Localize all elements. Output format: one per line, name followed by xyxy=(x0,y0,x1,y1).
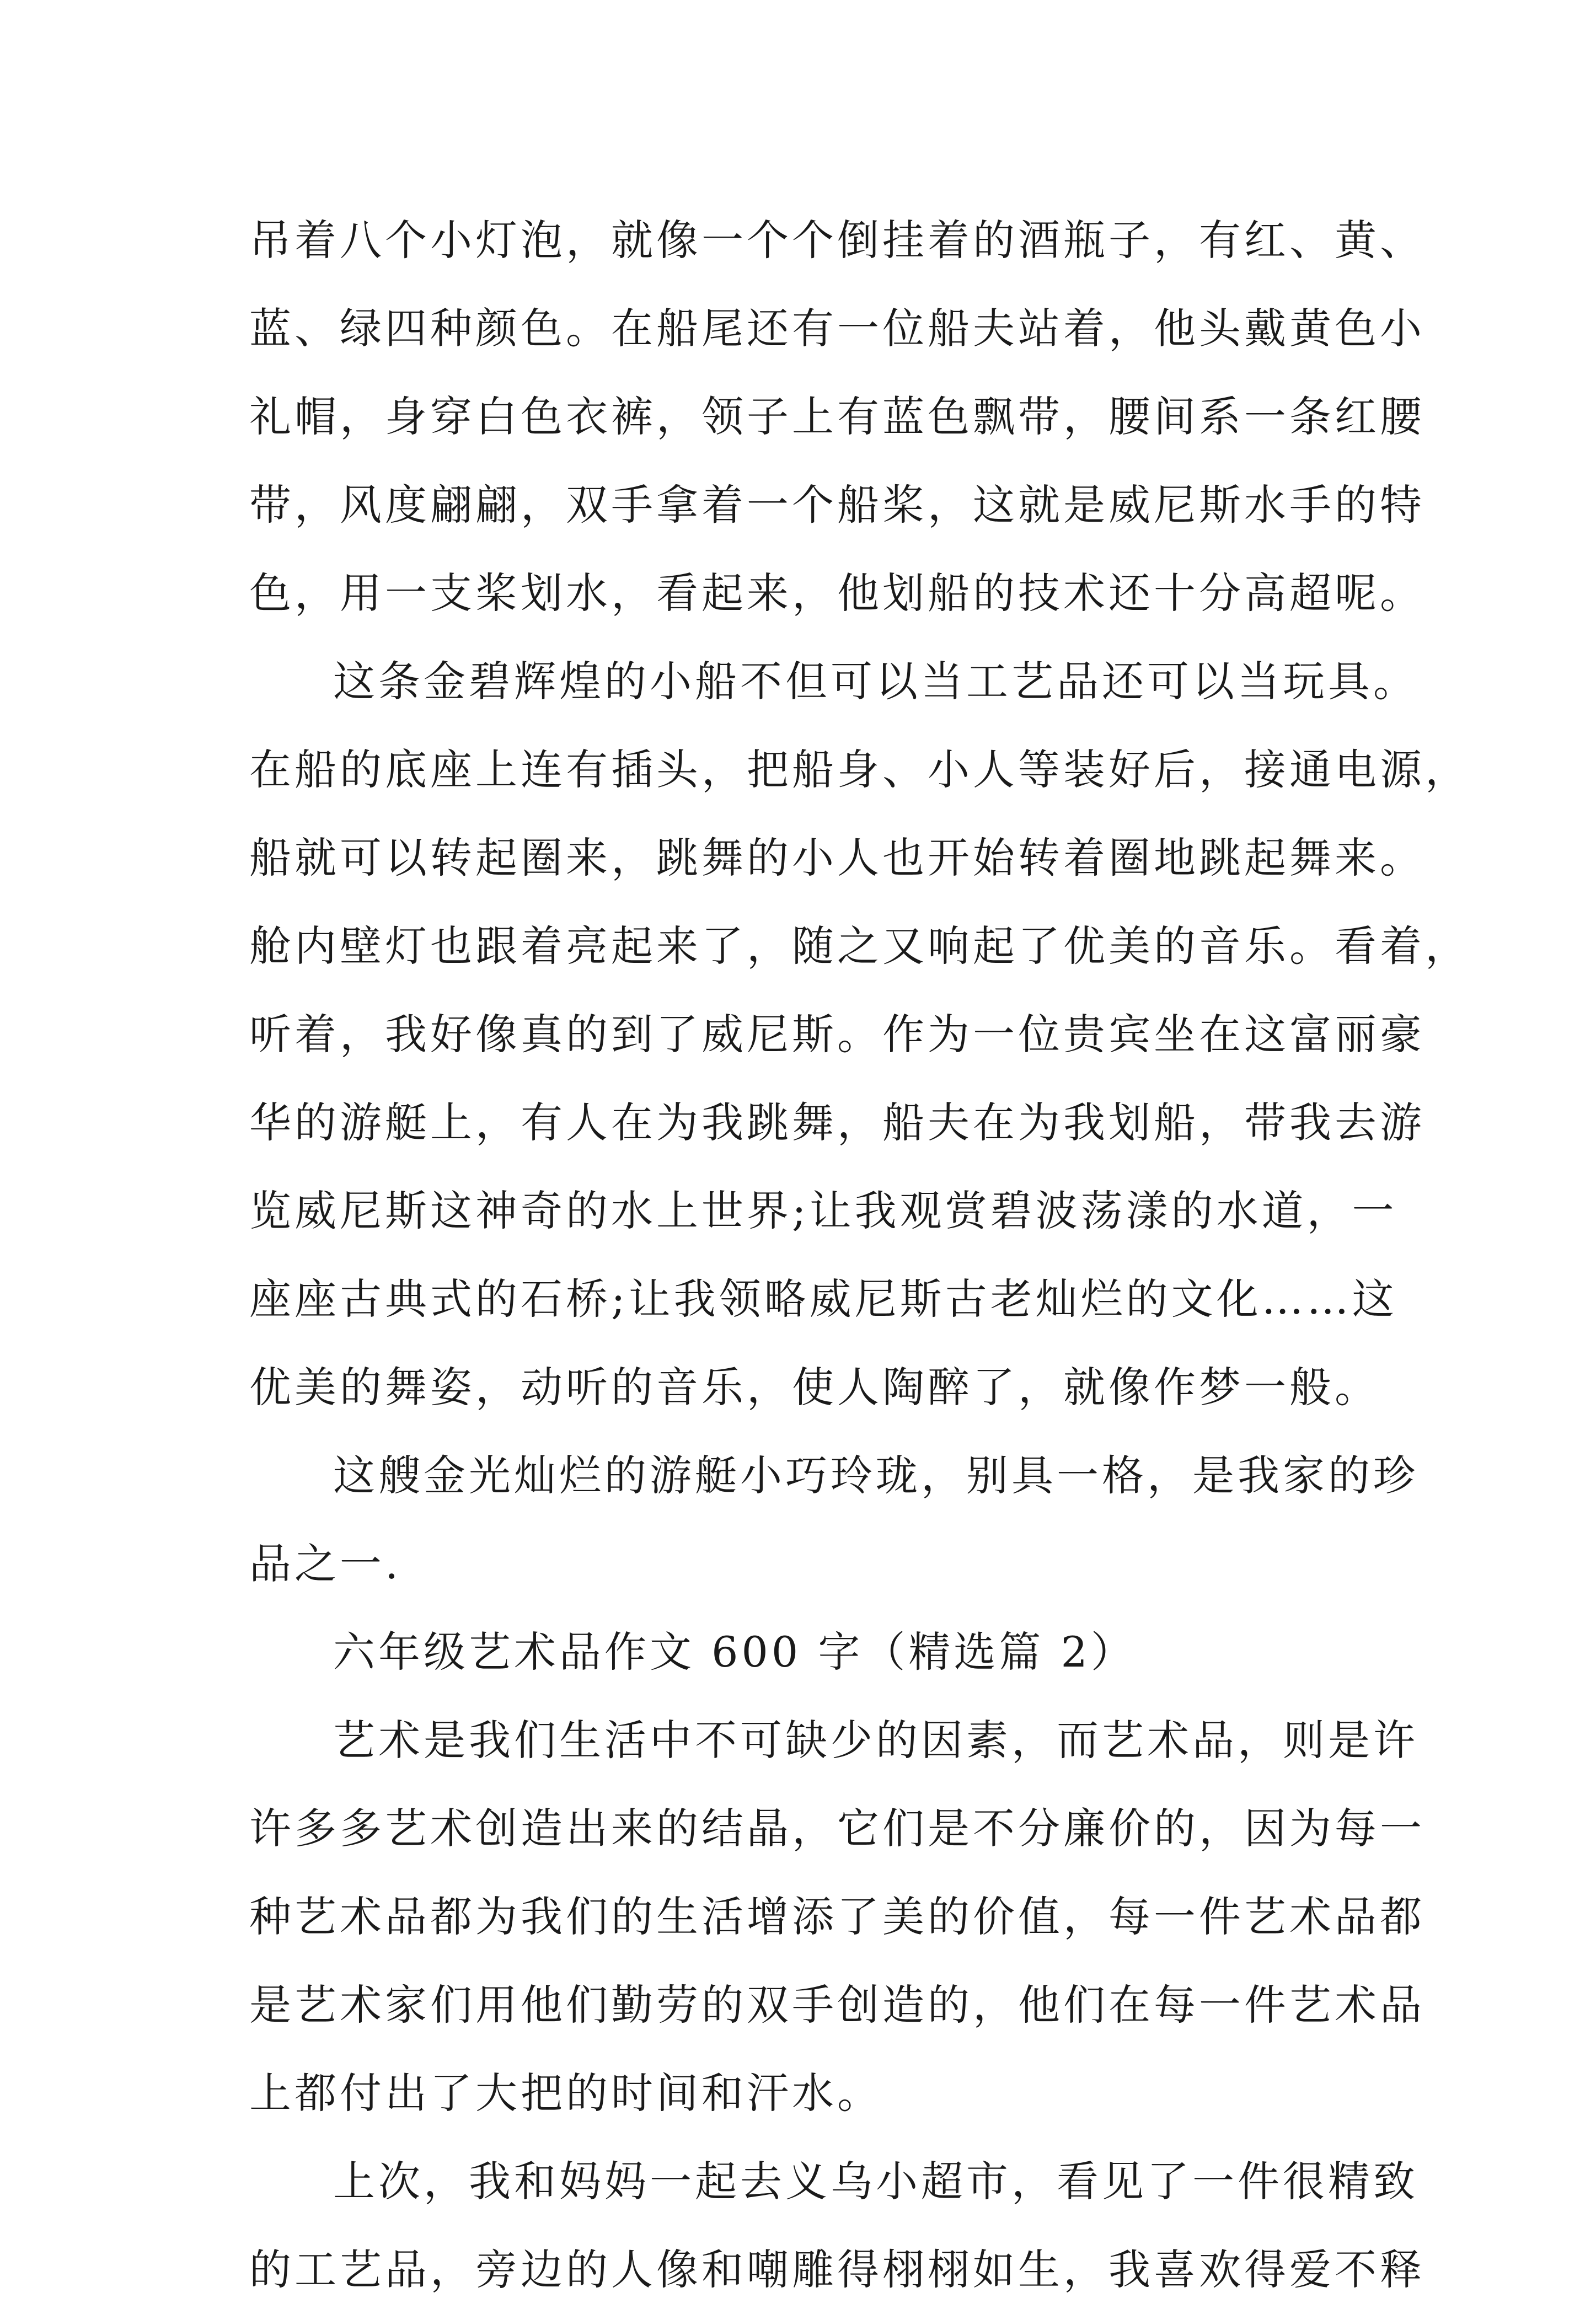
section-heading: 六年级艺术品作文 600 字（精选篇 2） xyxy=(333,1627,1136,1676)
body-text xyxy=(249,196,1470,2314)
text-line: 色，用一支桨划水，看起来，他划船的技术还十分高超呢。 xyxy=(249,569,1425,618)
text-line: 的工艺品，旁边的人像和嘲雕得栩栩如生，我喜欢得爱不释 xyxy=(249,2245,1425,2294)
text-line: 蓝、绿四种颜色。在船尾还有一位船夫站着，他头戴黄色小 xyxy=(249,304,1425,353)
text-line: 座座古典式的石桥;让我领略威尼斯古老灿烂的文化……这 xyxy=(249,1274,1397,1324)
text-line: 许多多艺术创造出来的结晶，它们是不分廉价的，因为每一 xyxy=(249,1804,1425,1853)
text-line: 船就可以转起圈来，跳舞的小人也开始转着圈地跳起舞来。 xyxy=(249,833,1425,882)
text-line: 听着，我好像真的到了威尼斯。作为一位贵宾坐在这富丽豪 xyxy=(249,1010,1425,1059)
paragraph-first-line: 艺术是我们生活中不可缺少的因素，而艺术品，则是许 xyxy=(333,1716,1418,1765)
text-line: 礼帽，身穿白色衣裤，领子上有蓝色飘带，腰间系一条红腰 xyxy=(249,392,1425,441)
text-line: 种艺术品都为我们的生活增添了美的价值，每一件艺术品都 xyxy=(249,1892,1425,1941)
paragraph-first-line: 这艘金光灿烂的游艇小巧玲珑，别具一格，是我家的珍 xyxy=(333,1451,1418,1500)
text-line: 是艺术家们用他们勤劳的双手创造的，他们在每一件艺术品 xyxy=(249,1980,1425,2029)
text-line: 品之一. xyxy=(249,1539,402,1588)
text-line: 吊着八个小灯泡，就像一个个倒挂着的酒瓶子，有红、黄、 xyxy=(249,216,1425,265)
text-line: 华的游艇上，有人在为我跳舞，船夫在为我划船，带我去游 xyxy=(249,1098,1425,1147)
text-line: 览威尼斯这神奇的水上世界;让我观赏碧波荡漾的水道，一 xyxy=(249,1186,1397,1235)
text-line: 上都付出了大把的时间和汗水。 xyxy=(249,2069,882,2118)
text-line: 带，风度翩翩，双手拿着一个船桨，这就是威尼斯水手的特 xyxy=(249,480,1425,529)
paragraph-first-line: 上次，我和妈妈一起去义乌小超市，看见了一件很精致 xyxy=(333,2157,1418,2206)
text-line: 优美的舞姿，动听的音乐，使人陶醉了，就像作梦一般。 xyxy=(249,1363,1380,1412)
text-line: 在船的底座上连有插头，把船身、小人等装好后，接通电源， xyxy=(249,745,1470,794)
text-line: 舱内壁灯也跟着亮起来了，随之又响起了优美的音乐。看着， xyxy=(249,922,1470,971)
paragraph-first-line: 这条金碧辉煌的小船不但可以当工艺品还可以当玩具。 xyxy=(333,657,1418,706)
